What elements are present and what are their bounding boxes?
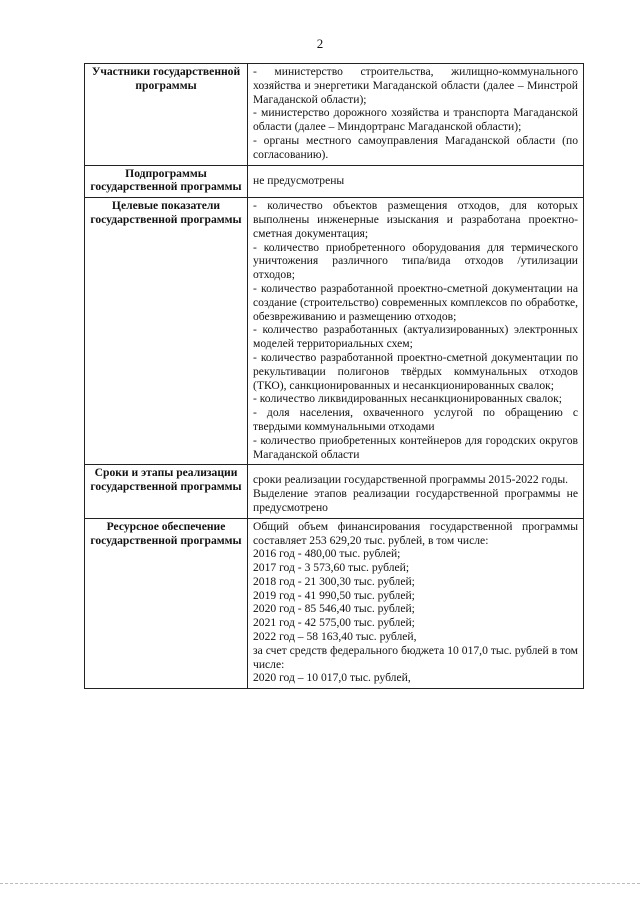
list-item: - министерство строительства, жилищно-коммунального хозяйства и энергетики Магаданской области (далее – Минстрой Магаданской области);: [253, 65, 578, 106]
list-item: - количество ликвидированных несанкционированных свалок;: [253, 392, 562, 406]
funding-year: 2016 год - 480,00 тыс. рублей;: [253, 547, 401, 561]
table-row: [85, 518, 584, 689]
page-number: 2: [316, 36, 324, 51]
list-item: Выделение этапов реализации государственной программы не предусмотрено: [253, 487, 578, 514]
funding-federal: за счет средств федерального бюджета 10 017,0 тыс. рублей в том числе:: [253, 643, 578, 671]
funding-year: 2022 год – 58 163,40 тыс. рублей,: [253, 630, 417, 644]
funding-year: 2017 год - 3 573,60 тыс. рублей;: [253, 561, 410, 575]
value-target-indicators: [248, 198, 584, 465]
funding-year: 2018 год - 21 300,30 тыс. рублей;: [253, 574, 415, 588]
table-row: [85, 198, 584, 465]
list-item: - органы местного самоуправления Магаданской области (по согласованию).: [253, 133, 578, 161]
program-passport-table: [84, 63, 584, 689]
label-subprograms: Подпрограммы государственной программы: [85, 165, 248, 198]
list-item: - количество разработанных (актуализированных) электронных моделей территориальных схем;: [253, 323, 578, 351]
value-participants: [248, 64, 584, 166]
list-item: не предусмотрены: [253, 173, 345, 187]
list-item: - количество разработанной проектно-сметной документации на создание (строительство) современных комплексов по обработке, обезвреживанию и размещению отходов;: [253, 281, 578, 323]
list-item: - доля населения, охваченного услугой по обращению с твердыми коммунальными отходами: [253, 406, 578, 433]
list-item: сроки реализации государственной программы 2015-2022 годы.: [253, 473, 569, 487]
funding-year: 2021 год - 42 575,00 тыс. рублей;: [253, 616, 415, 630]
label-timeframe: Сроки и этапы реализации государственной программы: [85, 465, 248, 518]
list-item: - количество разработанной проектно-сметной документации по рекультивации полигонов твёрдых коммунальных отходов (ТКО), санкционированных и несанкционированных свалок;: [253, 350, 578, 392]
label-participants: Участники государственной программы: [85, 64, 248, 166]
list-item: - количество объектов размещения отходов, для которых выполнены инженерные изыскания и разработана проектно-сметная документация;: [253, 199, 578, 240]
page-bottom-rule: [0, 883, 640, 884]
label-resources: Ресурсное обеспечение государственной программы: [85, 518, 248, 689]
funding-year: 2020 год - 85 546,40 тыс. рублей;: [253, 602, 415, 616]
table-row: [85, 64, 584, 166]
value-resources: [248, 518, 584, 689]
value-subprograms: [248, 165, 584, 198]
list-item: - количество приобретенных контейнеров для городских округов Магаданской области: [253, 433, 578, 461]
label-target-indicators: Целевые показатели государственной программы: [85, 198, 248, 465]
list-item: - министерство дорожного хозяйства и транспорта Магаданской области (далее – Миндортранс Магаданской области);: [253, 106, 578, 134]
table-row: [85, 165, 584, 198]
funding-total: Общий объем финансирования государственной программы составляет 253 629,20 тыс. рублей, в том числе:: [253, 519, 578, 547]
table-row: [85, 465, 584, 518]
funding-year: 2019 год - 41 990,50 тыс. рублей;: [253, 588, 415, 602]
value-timeframe: [248, 465, 584, 518]
funding-federal-year: 2020 год – 10 017,0 тыс. рублей,: [253, 671, 411, 685]
list-item: - количество приобретенного оборудования для термического уничтожения различного типа/вида отходов /утилизации отходов;: [253, 240, 578, 282]
